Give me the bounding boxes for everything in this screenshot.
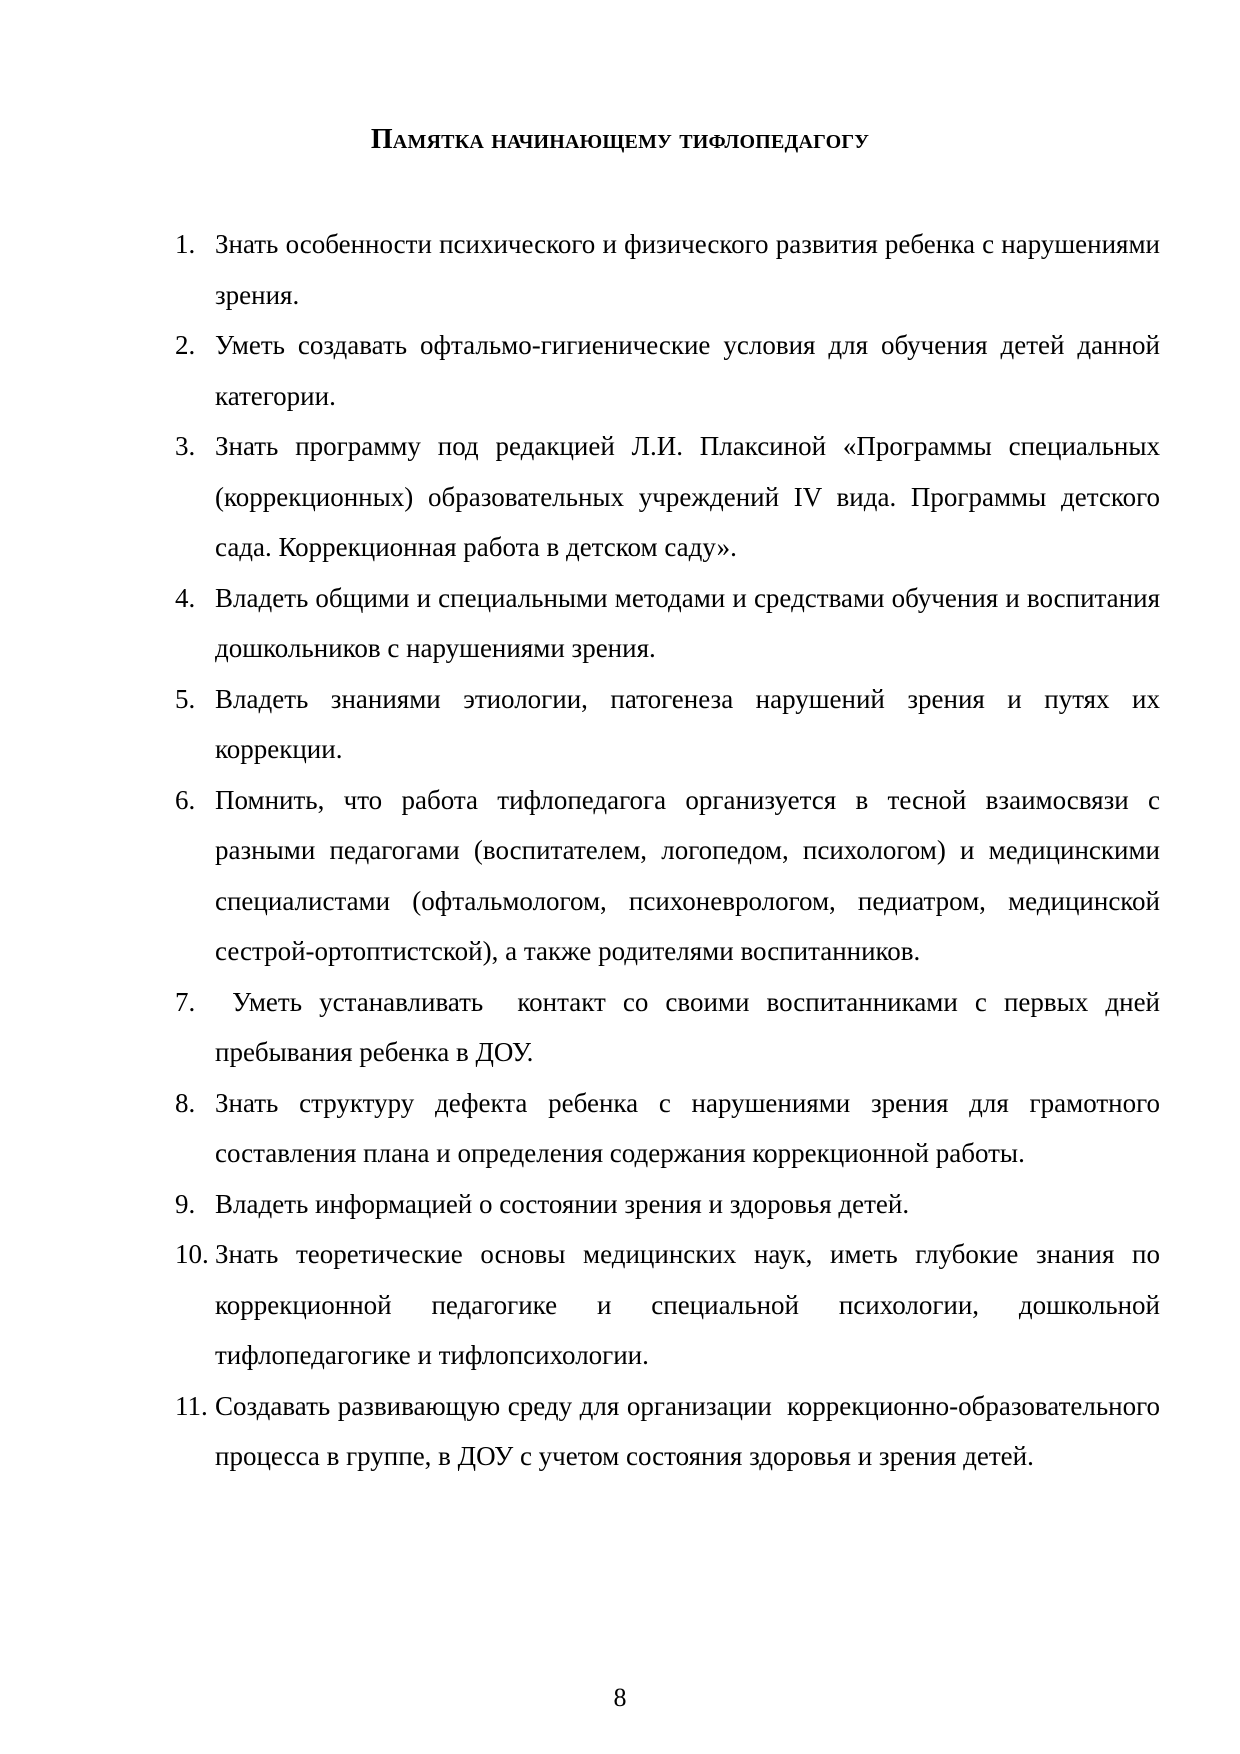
page-title: Памятка начинающему тифлопедагогу bbox=[370, 124, 870, 155]
list-item bbox=[175, 674, 1160, 775]
list-item-number: 11. bbox=[175, 1390, 208, 1421]
list-item-text: Владеть знаниями этиологии, патогенеза нарушений зрения и путях их коррекции. bbox=[215, 683, 1160, 764]
list-item-number: 7. bbox=[175, 986, 196, 1017]
list-item-number: 8. bbox=[175, 1087, 196, 1118]
list-item-number: 2. bbox=[175, 330, 196, 360]
list-item bbox=[175, 1229, 1160, 1381]
list-item bbox=[175, 1381, 1167, 1482]
list-item-text: Знать программу под редакцией Л.И. Плаксиной «Программы специальных (коррекционных) образовательных учреждений IV вида. Программы детского сада. Коррекционная работа в детском саду». bbox=[215, 431, 1160, 562]
page-number: 8 bbox=[613, 1683, 627, 1712]
list-item-number: 6. bbox=[175, 784, 196, 815]
list-item-text: Владеть информацией о состоянии зрения и здоровья детей. bbox=[215, 1188, 910, 1219]
memo-list bbox=[175, 219, 1167, 1482]
list-item bbox=[175, 1179, 1160, 1230]
list-item bbox=[175, 573, 1160, 674]
list-item-number: 3. bbox=[175, 431, 196, 461]
list-item bbox=[175, 219, 1160, 320]
list-item bbox=[175, 421, 1160, 573]
list-item-text: Знать теоретические основы медицинских наук, иметь глубокие знания по коррекционной педагогике и специальной психологии, дошкольной тифлопедагогике и тифлопсихологии. bbox=[215, 1239, 1160, 1370]
list-item-text: Уметь устанавливать контакт со своими воспитанниками с первых дней пребывания ребенка в ДОУ. bbox=[215, 986, 1167, 1067]
list-item-number: 5. bbox=[175, 683, 196, 714]
list-item-text: Создавать развивающую среду для организации коррекционно-образовательного процесса в группе, в ДОУ с учетом состояния здоровья и зрения детей. bbox=[215, 1390, 1167, 1471]
list-item bbox=[175, 775, 1160, 977]
list-item bbox=[175, 320, 1160, 421]
list-item-text: Владеть общими и специальными методами и средствами обучения и воспитания дошкольников с нарушениями зрения. bbox=[215, 582, 1160, 663]
list-item bbox=[175, 1078, 1160, 1179]
list-item-text: Помнить, что работа тифлопедагога организуется в тесной взаимосвязи с разными педагогами (воспитателем, логопедом, психологом) и медицинскими специалистами (офтальмологом, психоневрологом, педиатром, медицинской сестрой-ортоптистской), а также родителями воспитанников. bbox=[215, 784, 1160, 966]
list-item-text: Знать особенности психического и физического развития ребенка с нарушениями зрения. bbox=[215, 229, 1160, 310]
list-item-number: 4. bbox=[175, 582, 196, 613]
list-item-number: 9. bbox=[175, 1188, 196, 1219]
list-item bbox=[175, 977, 1167, 1078]
list-item-text: Уметь создавать офтальмо-гигиенические условия для обучения детей данной категории. bbox=[215, 330, 1160, 411]
list-item-number: 10. bbox=[175, 1239, 209, 1269]
list-item-number: 1. bbox=[175, 229, 196, 259]
list-item-text: Знать структуру дефекта ребенка с нарушениями зрения для грамотного составления плана и определения содержания коррекционной работы. bbox=[215, 1087, 1160, 1168]
